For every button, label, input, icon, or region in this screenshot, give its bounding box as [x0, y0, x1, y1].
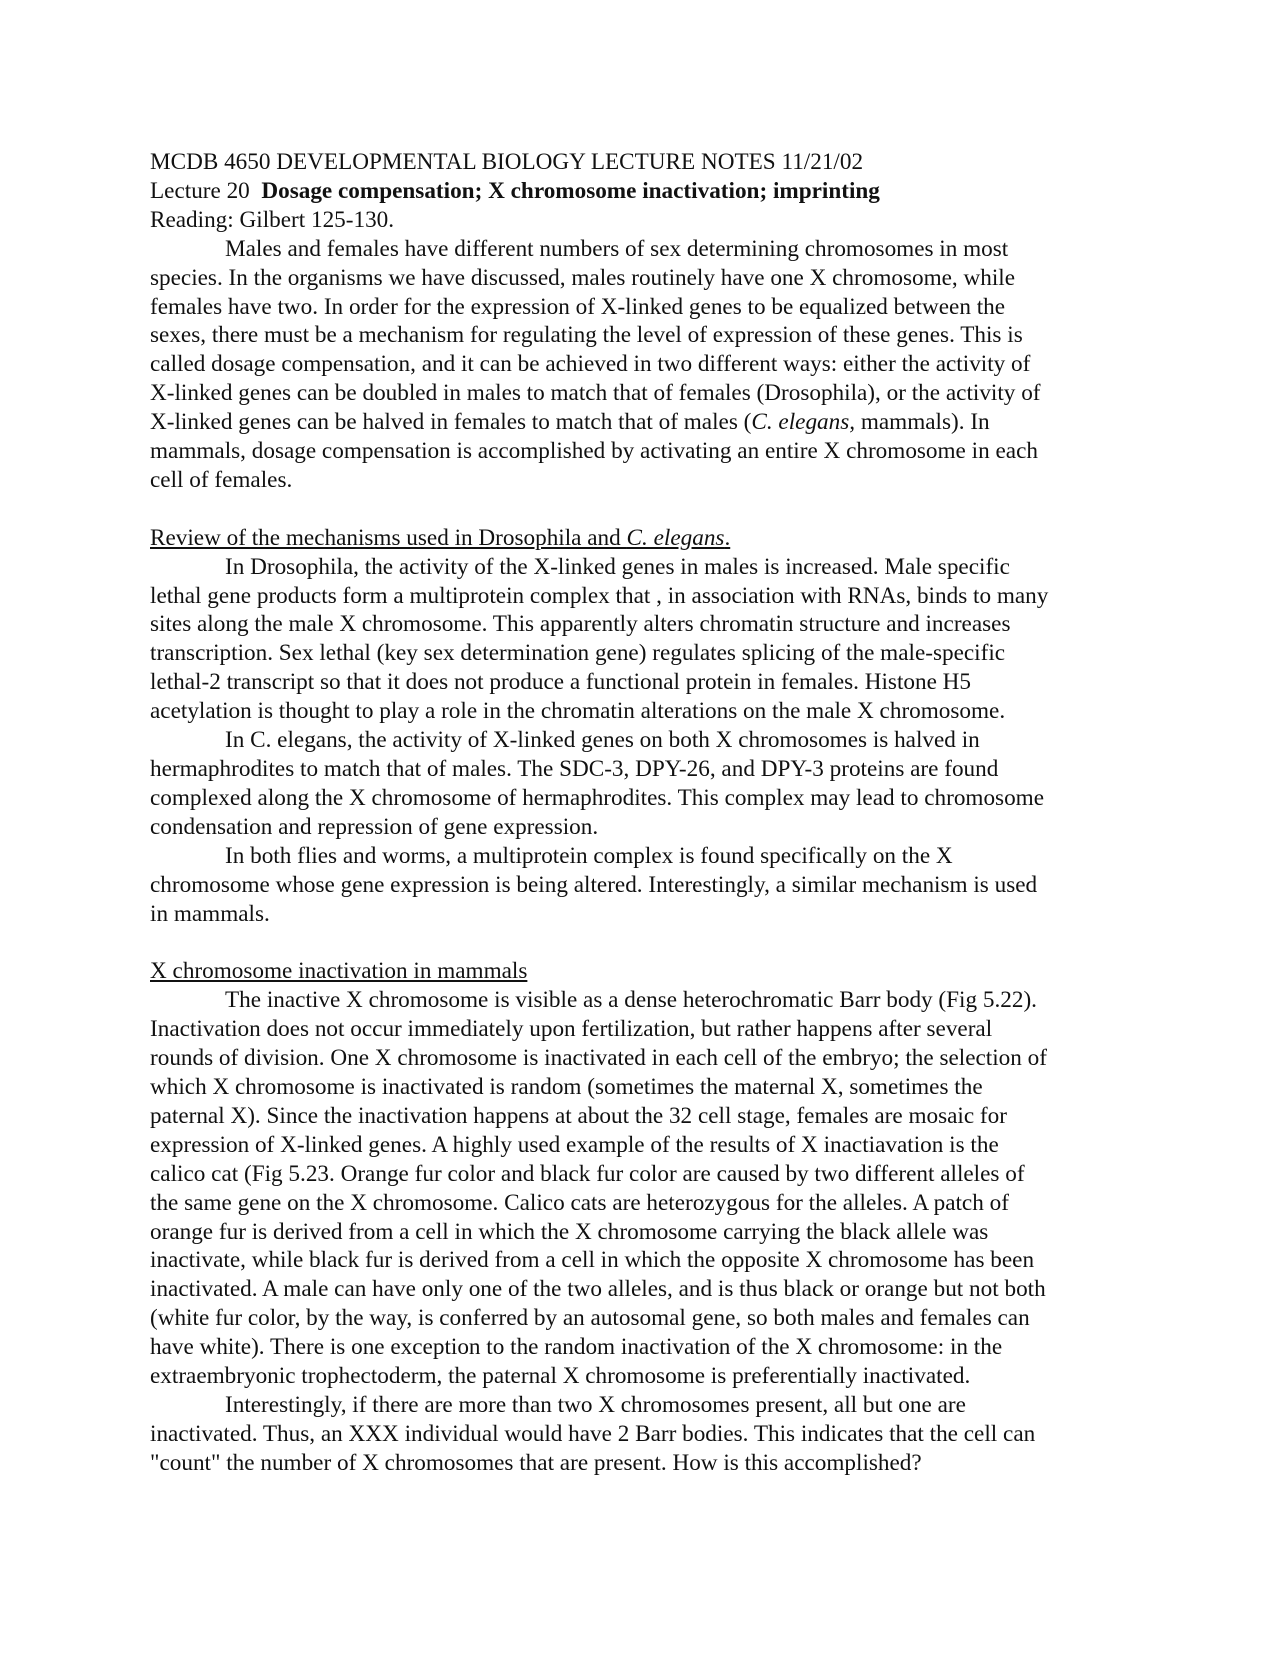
- celegans-paragraph: [150, 726, 1130, 842]
- section-heading-review: [150, 524, 1130, 553]
- text-line: In Drosophila, the activity of the X-linked genes in males is increased. Male specific: [225, 553, 1010, 580]
- lecture-line: [150, 177, 1130, 206]
- text-line: orange fur is derived from a cell in which the X chromosome carrying the black allele was: [150, 1218, 989, 1245]
- reading-line: Reading: Gilbert 125-130.: [150, 206, 395, 233]
- text-line: complexed along the X chromosome of hermaphrodites. This complex may lead to chromosome: [150, 784, 1044, 811]
- text-line: rounds of division. One X chromosome is inactivated in each cell of the embryo; the selection of: [150, 1045, 1047, 1072]
- text-line: transcription. Sex lethal (key sex determination gene) regulates splicing of the male-specific: [150, 640, 1006, 667]
- text-line: inactivated. A male can have only one of the two alleles, and is thus black or orange but not both: [150, 1276, 1046, 1303]
- text-line: hermaphrodites to match that of males. The SDC-3, DPY-26, and DPY-3 proteins are found: [150, 756, 999, 783]
- text-line: inactivated. Thus, an XXX individual would have 2 Barr bodies. This indicates that the cell can: [150, 1420, 1036, 1447]
- text-line: "count" the number of X chromosomes that are present. How is this accomplished?: [150, 1449, 922, 1476]
- text-line: extraembryonic trophectoderm, the paternal X chromosome is preferentially inactivated.: [150, 1363, 971, 1390]
- text-line: mammals, dosage compensation is accomplished by activating an entire X chromosome in each: [150, 438, 1038, 465]
- text-line: chromosome whose gene expression is being altered. Interestingly, a similar mechanism is used: [150, 871, 1038, 898]
- species-name: C. elegans,: [751, 409, 856, 436]
- text-segment: mammals). In: [855, 409, 990, 436]
- text-line: inactivate, while black fur is derived from a cell in which the opposite X chromosome has been: [150, 1247, 1035, 1274]
- paragraph-gap: [150, 928, 1130, 957]
- text-line: Inactivation does not occur immediately upon fertilization, but rather happens after several: [150, 1016, 993, 1043]
- document-page: [150, 148, 1130, 1478]
- text-line: paternal X). Since the inactivation happens at about the 32 cell stage, females are mosaic for: [150, 1102, 1007, 1129]
- text-line: sexes, there must be a mechanism for regulating the level of expression of these genes. This is: [150, 322, 1023, 349]
- text-line: which X chromosome is inactivated is random (sometimes the maternal X, sometimes the: [150, 1073, 983, 1100]
- paragraph-gap: [150, 495, 1130, 524]
- text-line: lethal-2 transcript so that it does not produce a functional protein in females. Histone H5: [150, 669, 972, 696]
- text-line: X-linked genes can be doubled in males to match that of females (Drosophila), or the activity of: [150, 380, 1041, 407]
- text-line: acetylation is thought to play a role in the chromatin alterations on the male X chromosome.: [150, 698, 1006, 725]
- text-line: the same gene on the X chromosome. Calico cats are heterozygous for the alleles. A patch of: [150, 1189, 1009, 1216]
- lecture-topic: Dosage compensation; X chromosome inactivation; imprinting: [261, 177, 880, 204]
- text-line: in mammals.: [150, 900, 270, 927]
- text-line: In C. elegans, the activity of X-linked genes on both X chromosomes is halved in: [225, 727, 980, 754]
- text-line: The inactive X chromosome is visible as a dense heterochromatic Barr body (Fig 5.22).: [225, 987, 1037, 1014]
- text-line: have white). There is one exception to the random inactivation of the X chromosome: in the: [150, 1334, 1003, 1361]
- document-title: MCDB 4650 DEVELOPMENTAL BIOLOGY LECTURE NOTES 11/21/02: [150, 149, 864, 175]
- text-line: calico cat (Fig 5.23. Orange fur color and black fur color are caused by two different alleles of: [150, 1160, 1025, 1187]
- text-line: cell of females.: [150, 466, 293, 493]
- text-line: In both flies and worms, a multiprotein complex is found specifically on the X: [225, 842, 953, 869]
- text-line: females have two. In order for the expression of X-linked genes to be equalized between the: [150, 293, 1006, 320]
- text-line: [150, 408, 1130, 437]
- flies-worms-paragraph: [150, 842, 1130, 929]
- text-line: condensation and repression of gene expression.: [150, 813, 599, 840]
- heading-segment: Review of the mechanisms used in Drosophila and: [150, 524, 627, 551]
- text-line: sites along the male X chromosome. This apparently alters chromatin structure and increases: [150, 611, 1011, 638]
- counting-paragraph: [150, 1391, 1130, 1478]
- species-name: C. elegans: [626, 524, 725, 551]
- text-line: lethal gene products form a multiprotein complex that , in association with RNAs, binds to many: [150, 582, 1049, 609]
- drosophila-paragraph: [150, 553, 1130, 726]
- intro-paragraph: [150, 235, 1130, 495]
- text-line: called dosage compensation, and it can be achieved in two different ways: either the activity of: [150, 351, 1031, 378]
- lecture-number: Lecture 20: [150, 177, 250, 204]
- inactivation-paragraph: [150, 986, 1130, 1391]
- text-line: Males and females have different numbers of sex determining chromosomes in most: [225, 235, 1009, 262]
- text-line: expression of X-linked genes. A highly used example of the results of X inactiavation is the: [150, 1131, 999, 1158]
- text-line: (white fur color, by the way, is conferred by an autosomal gene, so both males and females can: [150, 1305, 1030, 1332]
- text-segment: X-linked genes can be halved in females to match that of males (: [150, 409, 752, 436]
- text-line: species. In the organisms we have discussed, males routinely have one X chromosome, while: [150, 264, 1016, 291]
- section-heading-x-inactivation: X chromosome inactivation in mammals: [150, 958, 528, 985]
- heading-segment: .: [724, 524, 731, 551]
- text-line: Interestingly, if there are more than two X chromosomes present, all but one are: [225, 1391, 966, 1418]
